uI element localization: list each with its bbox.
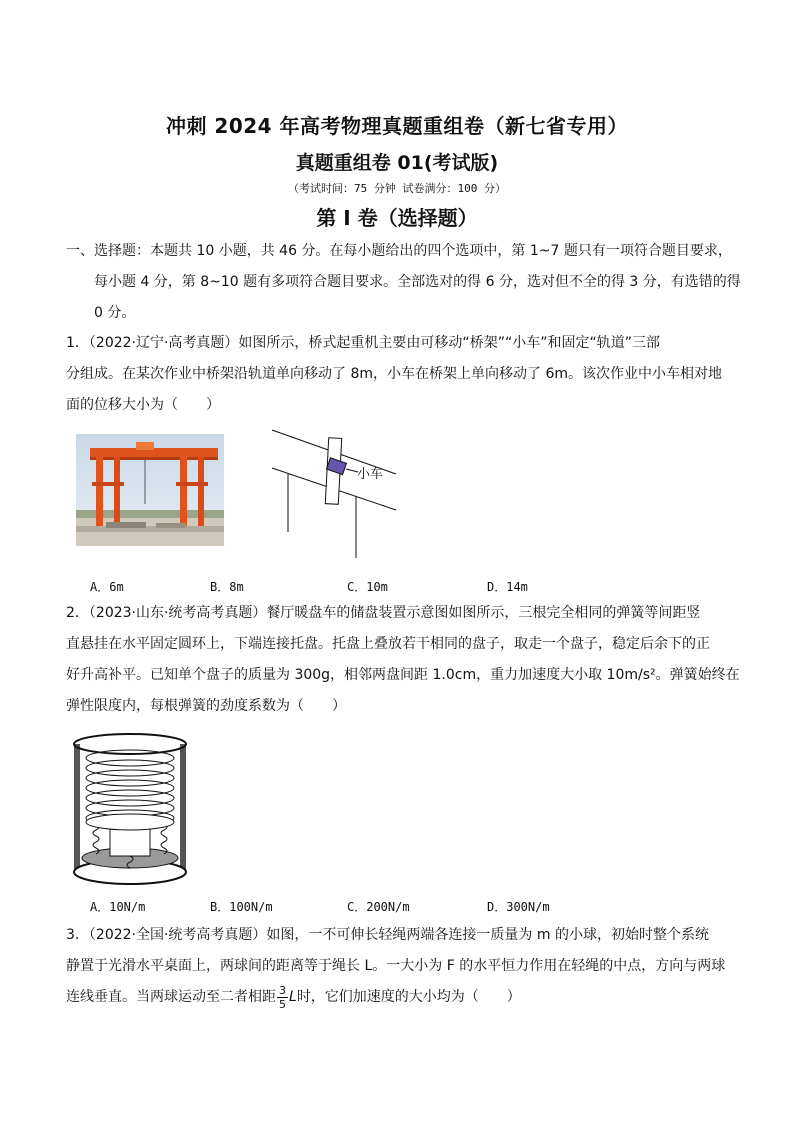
choice-b[interactable]: B．8m [210,580,244,594]
question-3 [66,920,730,1013]
question-text-line: 直悬挂在水平固定圆环上，下端连接托盘。托盘上叠放若干相同的盘子，取走一个盘子，稳定后余下的正 [66,636,710,652]
question-2 [66,598,740,722]
fraction-denominator: 5 [279,997,286,1011]
choice-a[interactable]: A．10N/m [90,900,146,914]
q3-text-post: 时，它们加速度的大小均为（ ） [296,989,521,1005]
choice-c[interactable]: C．200N/m [347,900,410,914]
question-text-line: 3．（2022·全国·统考高考真题）如图，一不可伸长轻绳两端各连接一质量为 m 的小球，初始时整个系统 [66,927,709,943]
question-text-line: 分组成。在某次作业中桥架沿轨道单向移动了 8m，小车在桥架上单向移动了 6m。该次作业中小车相对地 [66,366,722,382]
crane-photo [76,434,224,546]
q3-text-pre: 连线垂直。当两球运动至二者相距 [66,989,276,1005]
instructions-line: 0 分。 [94,305,136,321]
exam-info: （考试时间：75 分钟 试卷满分：100 分） [288,182,506,195]
fraction-numerator: 3 [279,983,286,997]
choice-a[interactable]: A．6m [90,580,124,594]
choice-c[interactable]: C．10m [347,580,388,594]
question-text-line [66,982,730,1013]
crane-diagram [258,424,398,564]
choice-d[interactable]: D．300N/m [487,900,550,914]
choice-d[interactable]: D．14m [487,580,528,594]
question-text-line: 弹性限度内，每根弹簧的劲度系数为（ ） [66,698,346,714]
section-title: 第 I 卷（选择题） [316,206,478,230]
question-text-line: 静置于光滑水平桌面上，两球间的距离等于绳长 L。一大小为 F 的水平恒力作用在轻绳的中点，方向与两球 [66,958,726,974]
diagram-label-cart: 小车 [357,467,384,482]
question-1 [66,328,730,421]
exam-title: 冲刺 2024 年高考物理真题重组卷（新七省专用） [165,114,629,138]
question-text-line: 2．（2023·山东·统考高考真题）餐厅暖盘车的储盘装置示意图如图所示，三根完全相同的弹簧等间距竖 [66,605,701,621]
choice-b[interactable]: B．100N/m [210,900,273,914]
instructions-line: 每小题 4 分，第 8~10 题有多项符合题目要求。全部选对的得 6 分，选对但不全的得 3 分，有选错的得 [94,274,741,290]
exam-subtitle: 真题重组卷 01(考试版) [295,152,499,174]
question-text-line: 面的位移大小为（ ） [66,397,220,413]
question-text-line: 1．（2022·辽宁·高考真题）如图所示，桥式起重机主要由可移动“桥架”“小车”和固定“轨道”三部 [66,335,660,351]
variable-l: L [289,989,297,1005]
plate-warmer-diagram [66,730,194,888]
instructions [66,236,741,329]
question-text-line: 好升高补平。已知单个盘子的质量为 300g，相邻两盘间距 1.0cm，重力加速度大小取 10m/s²。弹簧始终在 [66,667,740,683]
fraction-three-fifths [277,984,288,1011]
instructions-line: 一、选择题：本题共 10 小题，共 46 分。在每小题给出的四个选项中，第 1~7 题只有一项符合题目要求， [66,243,732,259]
